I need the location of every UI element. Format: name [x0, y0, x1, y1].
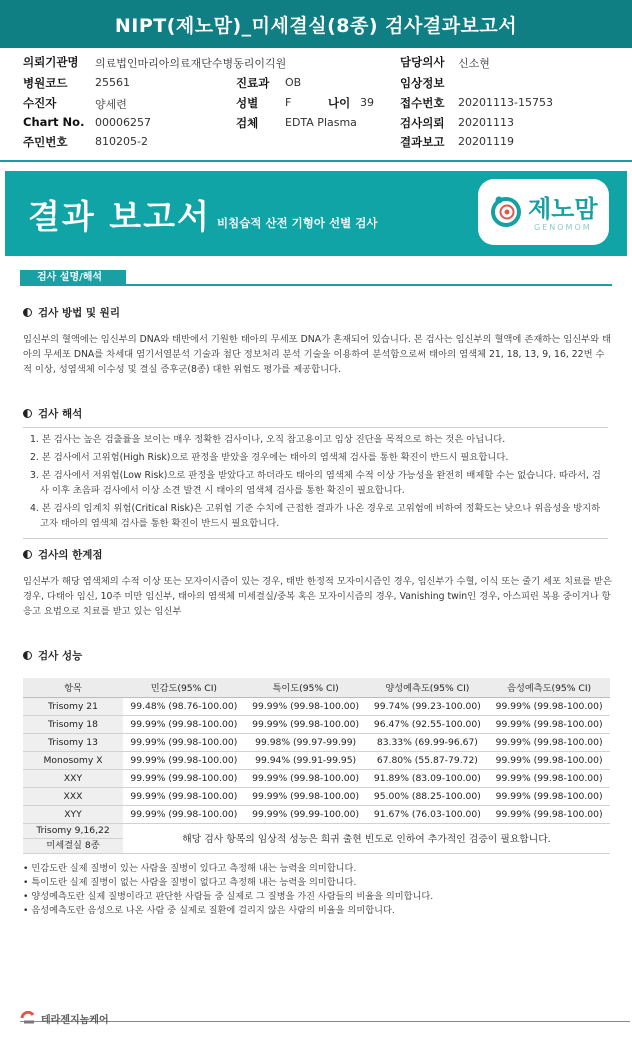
- hospital-code-value: 25561: [95, 76, 130, 89]
- result-banner: [5, 171, 627, 256]
- half-circle-icon: [23, 409, 32, 418]
- table-cell: 99.99% (99.98-100.00): [488, 751, 610, 769]
- request-label: 검사의뢰: [400, 116, 445, 130]
- footer: [20, 1010, 109, 1026]
- column-header: 음성예측도(95% CI): [488, 678, 610, 697]
- table-cell: 91.89% (83.09-100.00): [367, 769, 489, 787]
- institution-label: 의뢰기관명: [23, 55, 79, 69]
- performance-table: [23, 678, 610, 854]
- logo-name: 제노맘: [528, 195, 598, 223]
- table-cell: 99.99% (99.98-100.00): [123, 769, 245, 787]
- genomom-logo: [478, 179, 609, 245]
- table-row: [23, 697, 610, 715]
- clinical-label: 임상정보: [400, 76, 445, 90]
- report-date-label: 결과보고: [400, 135, 445, 149]
- interpretation-item: 2. 본 검사에서 고위험(High Risk)으로 판정을 받았을 경우에는 태아의 염색체 검사를 통한 확진이 반드시 필요합니다.: [30, 452, 509, 463]
- table-cell: 99.99% (99.98-100.00): [245, 769, 367, 787]
- genomom-logo-icon: [490, 195, 522, 227]
- table-cell: 83.33% (69.99-96.67): [367, 733, 489, 751]
- table-row: [23, 787, 610, 805]
- table-cell: 99.99% (99.98-100.00): [245, 787, 367, 805]
- interpretation-heading-text: 검사 해석: [38, 408, 83, 420]
- note-row-text: 해당 검사 항목의 임상적 성능은 희귀 출현 빈도로 인하여 추가적인 검증이 필요합니다.: [123, 823, 610, 853]
- recipient-value: 양세련: [95, 98, 127, 111]
- interpretation-item: 1. 본 검사는 높은 검출률을 보이는 매우 정확한 검사이나, 오직 참고용이고 임상 진단을 목적으로 하는 것은 아닙니다.: [30, 434, 506, 445]
- interpretation-heading: [23, 406, 82, 421]
- banner-subtitle: 비침습적 산전 기형아 선별 검사: [217, 216, 378, 230]
- chart-label: Chart No.: [23, 115, 85, 129]
- note-item: • 민감도란 실제 질병이 있는 사람을 질병이 있다고 측정해 내는 능력을 의미합니다.: [23, 863, 357, 874]
- report-date-value: 20201119: [458, 135, 514, 148]
- table-row: [23, 751, 610, 769]
- table-cell: 99.99% (99.98-100.00): [123, 787, 245, 805]
- method-heading-text: 검사 방법 및 원리: [38, 307, 120, 319]
- row-label: Trisomy 21: [23, 697, 123, 715]
- method-text: 임신부의 혈액에는 임신부의 DNA와 태반에서 기원한 태아의 무세포 DNA가 혼재되어 있습니다. 본 검사는 임신부의 혈액에 존재하는 임신부와 태아의 무세포 DNA를 차세대 염기서열분석 기술과 첨단 정보처리 분석 기술을 이용하여 분석함으로써 태아의 염색체 21, 18, 13, 9, 16, 22번 수적 이상, 성염색체 이수성 및 결실 증후군(8종) 대한 위험도 평가를 제공합니다.: [23, 334, 612, 375]
- doctor-value: 신소현: [458, 57, 490, 70]
- half-circle-icon: [23, 308, 32, 317]
- table-row: [23, 733, 610, 751]
- doctor-label: 담당의사: [400, 55, 445, 69]
- row-label: XYY: [23, 805, 123, 823]
- theragen-logo-icon: [20, 1011, 38, 1025]
- note-item: • 양성예측도란 실제 질병이라고 판단한 사람들 중 실제로 그 질병을 가진 사람들의 비율을 의미합니다.: [23, 891, 434, 902]
- report-title-bar: [0, 0, 632, 48]
- row-label: [23, 823, 123, 853]
- table-cell: 99.98% (99.97-99.99): [245, 733, 367, 751]
- table-cell: 99.94% (99.91-99.95): [245, 751, 367, 769]
- chart-value: 00006257: [95, 116, 151, 129]
- recipient-label: 수진자: [23, 96, 57, 110]
- sex-value: F: [285, 96, 292, 109]
- table-cell: 95.00% (88.25-100.00): [367, 787, 489, 805]
- footer-company: 테라젠지놈케어: [41, 1014, 109, 1026]
- table-row: [23, 715, 610, 733]
- table-row: [23, 805, 610, 823]
- half-circle-icon: [23, 651, 32, 660]
- row-label: Trisomy 18: [23, 715, 123, 733]
- table-cell: 99.99% (99.98-100.00): [123, 805, 245, 823]
- table-cell: 99.99% (99.98-100.00): [488, 697, 610, 715]
- note-row-label-2: 미세결실 8종: [46, 839, 100, 851]
- table-cell: 96.47% (92.55-100.00): [367, 715, 489, 733]
- section-header: [20, 270, 612, 286]
- table-cell: 99.99% (99.98-100.00): [245, 697, 367, 715]
- age-label: 나이: [328, 96, 351, 110]
- patient-info: [0, 54, 632, 150]
- specimen-value: EDTA Plasma: [285, 116, 357, 129]
- table-cell: 91.67% (76.03-100.00): [367, 805, 489, 823]
- column-header: 항목: [23, 678, 123, 697]
- performance-heading: [23, 648, 82, 663]
- limitations-text: 임신부가 해당 염색체의 수적 이상 또는 모자이시즘이 있는 경우, 태반 한정적 모자이시즘인 경우, 임신부가 수혈, 이식 또는 줄기 세포 치료를 받은 경우, 다태아 임신, 10주 미만 임신부, 태아의 염색체 미세결실/중복 혹은 모자이시즘의 경우, Vanishing twin인 경우, 아스피린 복용 중이거나 항 응고 요법으로 치료를 받고 있는 임신부: [23, 576, 612, 617]
- note-item: • 특이도란 실제 질병이 없는 사람을 질병이 없다고 측정해 내는 능력을 의미합니다.: [23, 877, 357, 888]
- table-cell: 67.80% (55.87-79.72): [367, 751, 489, 769]
- age-value: 39: [360, 96, 374, 109]
- table-cell: 99.99% (99.99-100.00): [245, 805, 367, 823]
- table-cell: 99.99% (99.98-100.00): [488, 769, 610, 787]
- report-title: NIPT(제노맘)_미세결실(8종) 검사결과보고서: [114, 14, 518, 37]
- column-header: 특이도(95% CI): [245, 678, 367, 697]
- table-header-row: [23, 678, 610, 697]
- footer-divider: [20, 1021, 630, 1022]
- table-cell: 99.99% (99.98-100.00): [488, 787, 610, 805]
- limitations-heading-text: 검사의 한계점: [38, 549, 103, 561]
- table-cell: 99.99% (99.98-100.00): [123, 715, 245, 733]
- logo-english: GENOMOM: [534, 223, 592, 232]
- table-cell: 99.99% (99.98-100.00): [488, 733, 610, 751]
- department-value: OB: [285, 76, 302, 89]
- hospital-code-label: 병원코드: [23, 76, 68, 90]
- receipt-label: 접수번호: [400, 96, 445, 110]
- header-divider: [0, 160, 632, 162]
- half-circle-icon: [23, 550, 32, 559]
- table-note-row: [23, 823, 610, 853]
- table-cell: 99.99% (99.98-100.00): [123, 751, 245, 769]
- banner-title: 결과 보고서: [28, 197, 211, 236]
- note-row-label-1: Trisomy 9,16,22: [23, 824, 123, 839]
- request-value: 20201113: [458, 116, 514, 129]
- note-item: • 음성예측도란 음성으로 나온 사람 중 실제로 질환에 걸리지 않은 사람의 비율을 의미합니다.: [23, 905, 395, 916]
- method-heading: [23, 305, 120, 320]
- section-label: 검사 설명/해석: [20, 270, 126, 286]
- column-header: 민감도(95% CI): [123, 678, 245, 697]
- row-label: Monosomy X: [23, 751, 123, 769]
- table-cell: 99.99% (99.98-100.00): [123, 733, 245, 751]
- interpretation-list: [23, 427, 608, 539]
- table-row: [23, 769, 610, 787]
- column-header: 양성예측도(95% CI): [367, 678, 489, 697]
- row-label: XXY: [23, 769, 123, 787]
- interpretation-item: 3. 본 검사에서 저위험(Low Risk)으로 판정을 받았다고 하더라도 태아의 염색체 수적 이상 가능성을 완전히 배제할 수는 없습니다. 따라서, 검사 이후 초음파 검사에서 이상 소견 발견 시 태아의 염색체 검사를 통한 확진이 필요합니다.: [30, 470, 601, 496]
- sex-label: 성별: [236, 96, 259, 110]
- row-label: XXX: [23, 787, 123, 805]
- row-label: Trisomy 13: [23, 733, 123, 751]
- resident-label: 주민번호: [23, 135, 68, 149]
- table-cell: 99.99% (99.98-100.00): [488, 715, 610, 733]
- institution-value: 의료법인마리아의료재단수병동리이긱원: [95, 57, 287, 70]
- department-label: 진료과: [236, 76, 270, 90]
- limitations-heading: [23, 547, 103, 562]
- receipt-value: 20201113-15753: [458, 96, 553, 109]
- definition-notes: [23, 862, 613, 918]
- table-cell: 99.48% (98.76-100.00): [123, 697, 245, 715]
- table-cell: 99.99% (99.98-100.00): [488, 805, 610, 823]
- specimen-label: 검체: [236, 116, 259, 130]
- table-cell: 99.99% (99.98-100.00): [245, 715, 367, 733]
- performance-heading-text: 검사 성능: [38, 650, 83, 662]
- interpretation-item: 4. 본 검사의 임계치 위험(Critical Risk)은 고위험 기준 수치에 근접한 결과가 나온 경우로 고위험에 비하여 정확도는 낮으나 위음성을 방지하고자 태아의 염색체 검사를 통한 확진이 반드시 필요합니다.: [30, 503, 601, 529]
- table-cell: 99.74% (99.23-100.00): [367, 697, 489, 715]
- resident-value: 810205-2: [95, 135, 148, 148]
